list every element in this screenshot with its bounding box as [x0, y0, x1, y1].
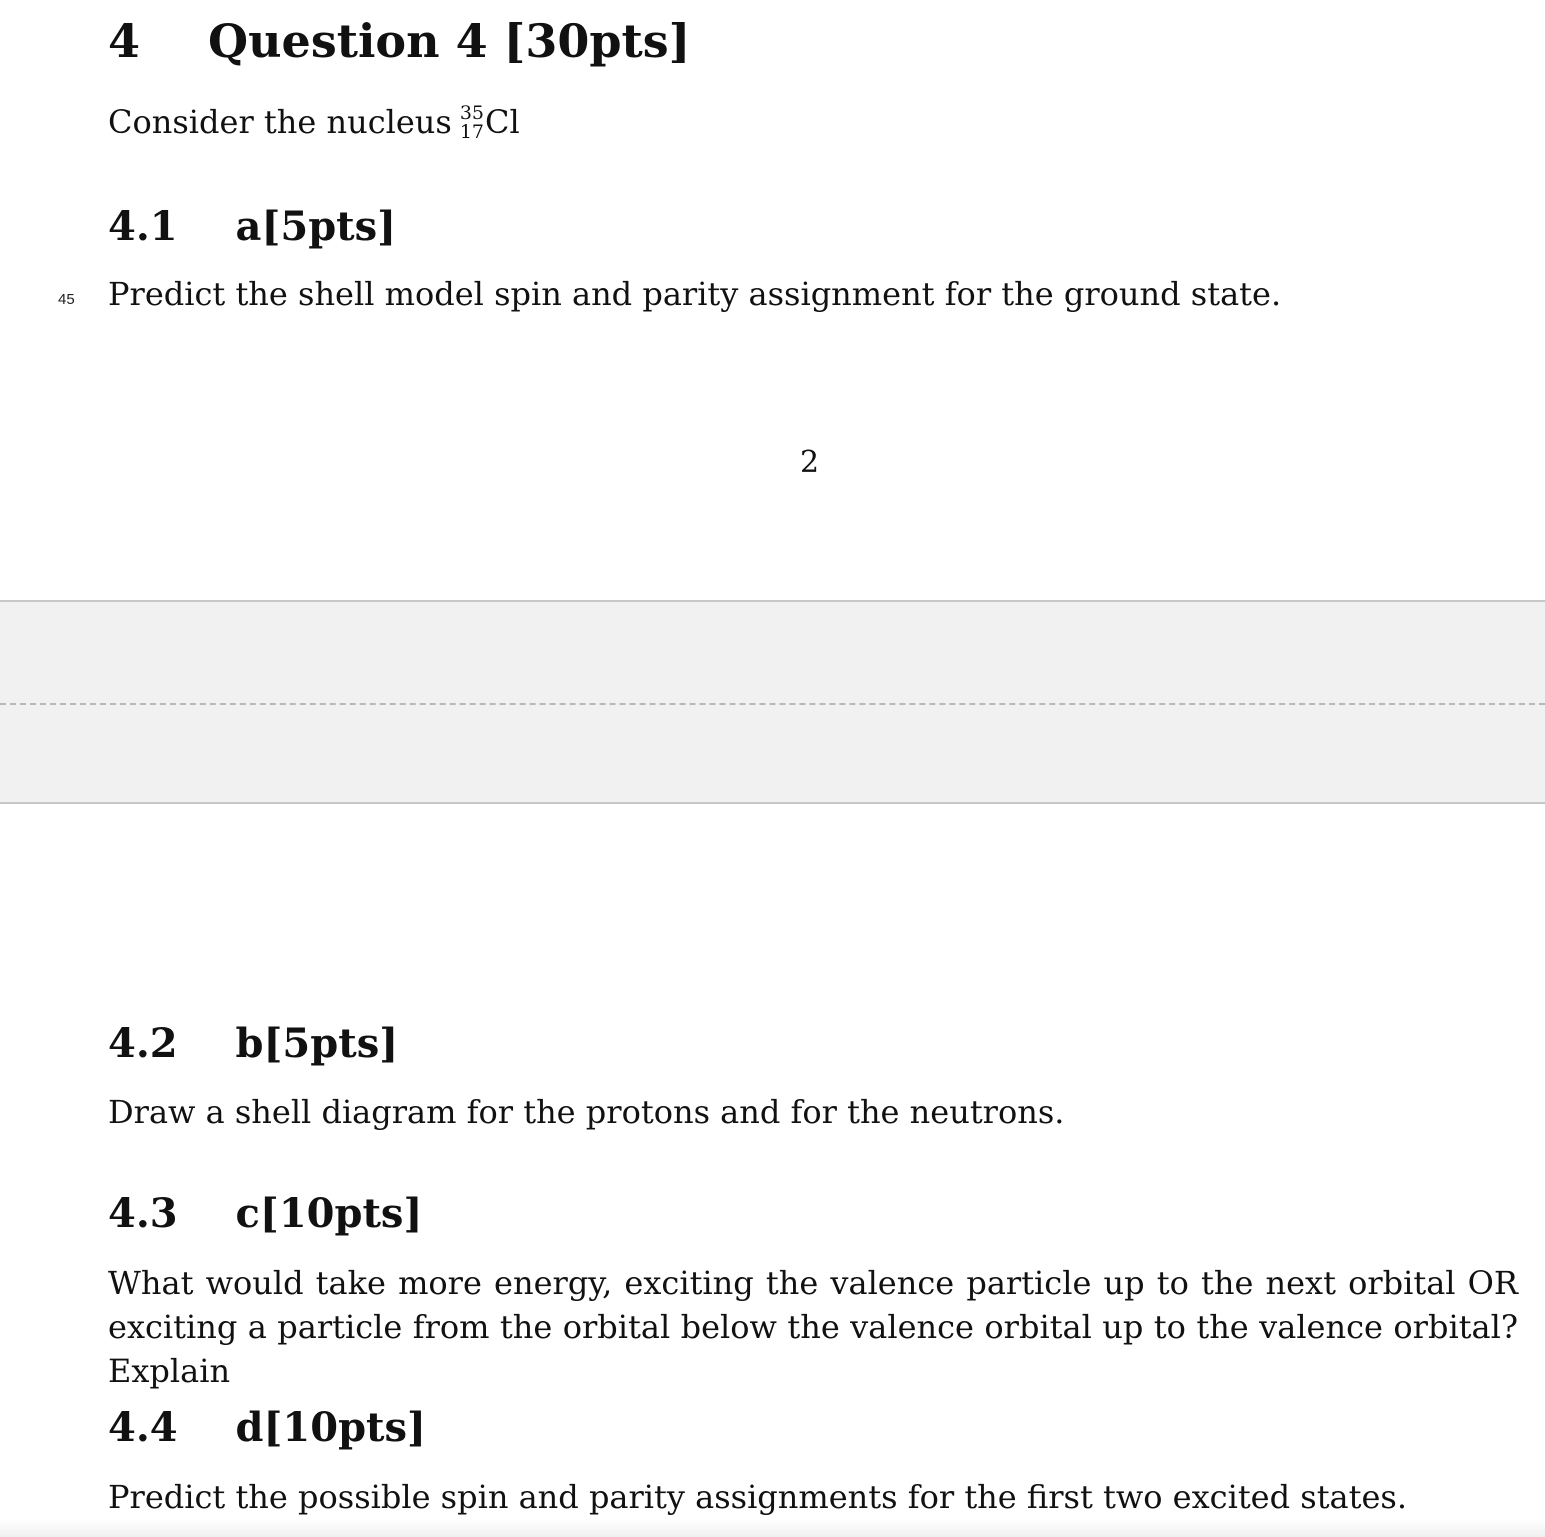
- nucleus-symbol: Cl: [485, 103, 520, 141]
- page-separator: [0, 600, 1545, 804]
- subsection-title: a[5pts]: [235, 203, 397, 250]
- subsection-heading-4-3: [108, 1190, 423, 1237]
- subsection-heading-4-4: [108, 1404, 426, 1451]
- section-heading: [108, 14, 691, 68]
- subsection-number: 4.3: [108, 1190, 178, 1237]
- bottom-shadow: [0, 1519, 1545, 1537]
- line-number: 45: [58, 291, 75, 308]
- section-number: 4: [108, 14, 141, 68]
- subsection-heading-4-2: [108, 1020, 399, 1067]
- subsection-number: 4.2: [108, 1020, 178, 1067]
- subsection-title: b[5pts]: [235, 1020, 399, 1067]
- nucleus-scripts: [459, 102, 485, 143]
- subsection-number: 4.1: [108, 203, 178, 250]
- intro-text: Consider the nucleus: [108, 103, 452, 141]
- subsection-text-4-3: What would take more energy, exciting the valence particle up to the next orbital OR exciting a particle from the orbital below the valence orbital up to the valence orbital? Explain: [108, 1264, 1518, 1390]
- subsection-title: d[10pts]: [235, 1404, 426, 1451]
- subsection-text-4-2: Draw a shell diagram for the protons and for the neutrons.: [108, 1093, 1065, 1131]
- nucleus-notation: [460, 101, 520, 144]
- subsection-title: c[10pts]: [235, 1190, 423, 1237]
- nucleus-atomic-number: 17: [459, 120, 485, 143]
- section-intro: [108, 101, 520, 144]
- subsection-text-4-4: Predict the possible spin and parity assignments for the first two excited states.: [108, 1478, 1408, 1516]
- subsection-heading-4-1: [108, 203, 397, 250]
- page-break-line: [0, 703, 1545, 705]
- section-title: Question 4 [30pts]: [208, 14, 691, 68]
- subsection-text-4-1: Predict the shell model spin and parity assignment for the ground state.: [108, 275, 1282, 313]
- subsection-number: 4.4: [108, 1404, 178, 1451]
- page-number: 2: [800, 445, 820, 480]
- nucleus-mass-number: 35: [459, 102, 485, 125]
